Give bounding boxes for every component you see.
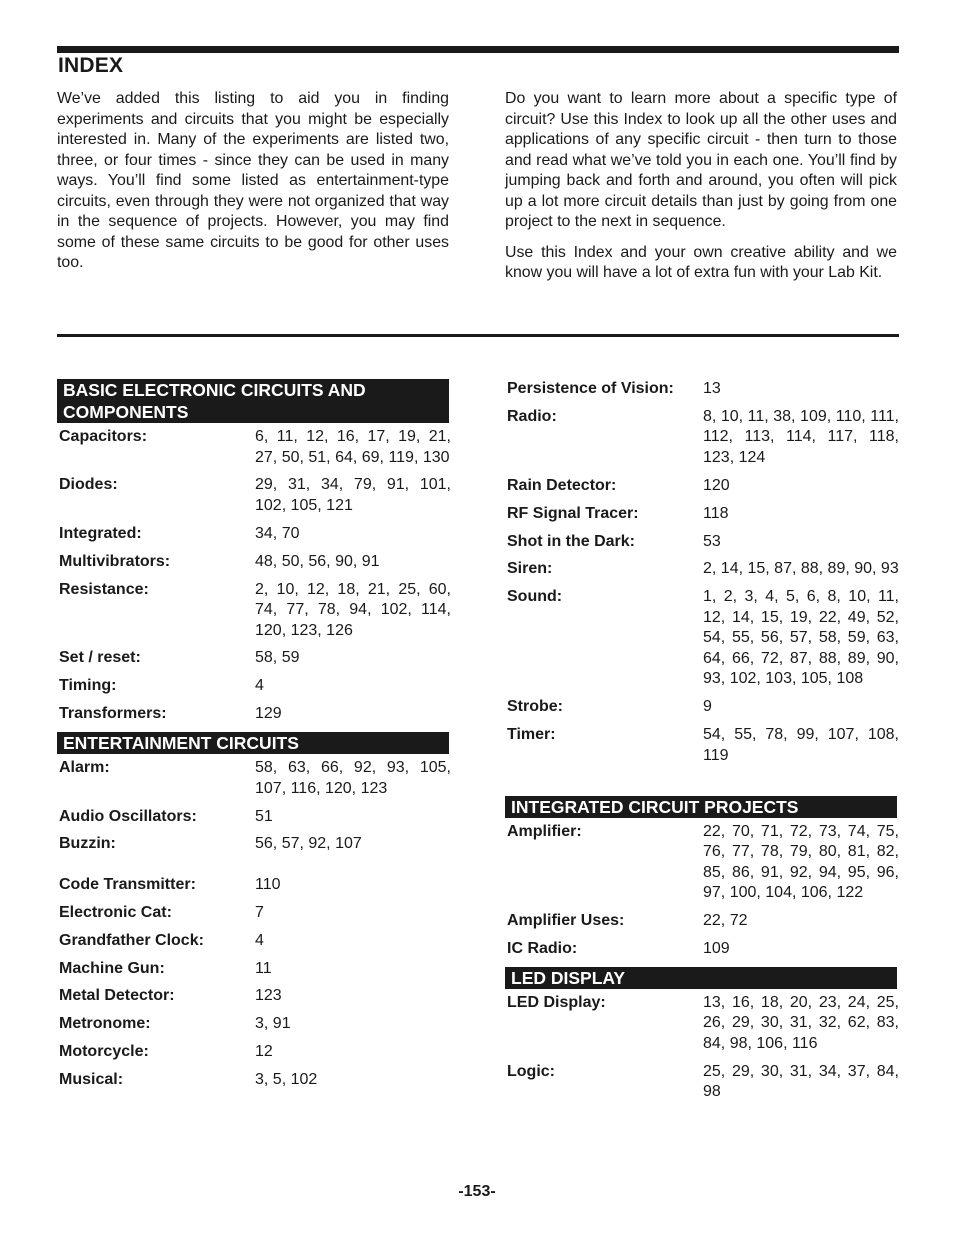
entry-pages: 56, 57, 92, 107 (255, 835, 362, 853)
index-entry (505, 476, 897, 497)
index-entry (57, 475, 449, 516)
index-entry (57, 931, 449, 952)
entry-pages: 54, 55, 78, 99, 107, 108, 119 (703, 726, 899, 764)
entry-label: Siren: (507, 560, 553, 578)
entry-pages: 58, 59 (255, 649, 300, 667)
entry-pages: 34, 70 (255, 524, 300, 542)
entry-pages: 13, 16, 18, 20, 23, 24, 25, 26, 29, 30, 31, 32, 62, 83, 84, 98, 106, 116 (703, 993, 899, 1052)
entry-pages: 120 (703, 476, 730, 494)
entry-label: Motorcycle: (59, 1043, 149, 1061)
entry-pages: 11 (255, 959, 272, 977)
entry-pages: 9 (703, 698, 712, 716)
entry-pages: 58, 63, 66, 92, 93, 105, 107, 116, 120, 123 (255, 759, 451, 797)
entry-pages: 4 (255, 677, 264, 695)
entry-label: Set / reset: (59, 649, 141, 667)
section-entertainment-continued (505, 379, 897, 766)
index-entry (505, 993, 897, 1055)
section-heading: BASIC ELECTRONIC CIRCUITS AND COMPONENTS (57, 379, 449, 423)
index-right-column (505, 379, 897, 1110)
entry-pages: 22, 72 (703, 911, 748, 929)
entry-label: Machine Gun: (59, 959, 165, 977)
page-number: -153- (458, 1183, 496, 1200)
entry-label: Shot in the Dark: (507, 532, 636, 550)
intro-right-column (505, 89, 897, 294)
entry-label: Radio: (507, 407, 557, 425)
entry-pages: 7 (255, 903, 264, 921)
entry-pages: 53 (703, 532, 721, 550)
section-divider-rule (57, 334, 899, 337)
entry-pages: 8, 10, 11, 38, 109, 110, 111, 112, 113, 114, 117, 118, 123, 124 (703, 407, 899, 466)
entry-label: Resistance: (59, 580, 149, 598)
entry-label: Metronome: (59, 1015, 151, 1033)
entry-pages: 2, 10, 12, 18, 21, 25, 60, 74, 77, 78, 94, 102, 114, 120, 123, 126 (255, 580, 451, 639)
entry-label: Electronic Cat: (59, 903, 172, 921)
entry-pages: 6, 11, 12, 16, 17, 19, 21, 27, 50, 51, 64, 69, 119, 130 (255, 428, 451, 466)
section-led-display (505, 967, 897, 1103)
section-heading: INTEGRATED CIRCUIT PROJECTS (505, 796, 897, 818)
index-entry (505, 822, 897, 904)
index-entry (57, 552, 449, 573)
entry-label: Logic: (507, 1062, 555, 1080)
entry-label: Audio Oscillators: (59, 807, 197, 825)
entry-label: Musical: (59, 1071, 124, 1089)
index-entry (505, 725, 897, 766)
index-entry (57, 676, 449, 697)
index-entry (57, 1042, 449, 1063)
entry-label: Transformers: (59, 705, 167, 723)
entry-pages: 3, 5, 102 (255, 1071, 318, 1089)
section-spacer (505, 774, 897, 796)
index-entry (57, 427, 449, 468)
entry-label: Multivibrators: (59, 552, 171, 570)
intro-paragraph: Use this Index and your own creative ability and we know you will have a lot of extra fun with your Lab Kit. (505, 243, 897, 281)
index-entry (57, 704, 449, 725)
index-entry (505, 587, 897, 690)
entry-pages: 25, 29, 30, 31, 34, 37, 84, 98 (703, 1062, 899, 1101)
entry-label: Rain Detector: (507, 476, 617, 494)
entry-pages: 22, 70, 71, 72, 73, 74, 75, 76, 77, 78, 79, 80, 81, 82, 85, 86, 91, 92, 94, 95, 96, 97, 100, 104, 106, 122 (703, 822, 899, 902)
index-entry (57, 986, 449, 1007)
entry-pages: 12 (255, 1043, 273, 1061)
index-left-column (57, 379, 449, 1098)
index-entry (505, 532, 897, 553)
entry-label: Diodes: (59, 476, 118, 494)
index-entry (57, 524, 449, 545)
index-entry (505, 911, 897, 932)
entry-label: Strobe: (507, 698, 563, 716)
index-entry (505, 407, 897, 469)
page-title: INDEX (58, 54, 124, 77)
entry-label: Amplifier Uses: (507, 911, 625, 929)
entry-label: Timing: (59, 677, 117, 695)
index-entry (505, 379, 897, 400)
entry-pages: 29, 31, 34, 79, 91, 101, 102, 105, 121 (255, 476, 451, 514)
entry-pages: 123 (255, 987, 282, 1005)
index-entry (505, 1062, 897, 1103)
entry-pages: 13 (703, 380, 721, 397)
entry-pages: 2, 14, 15, 87, 88, 89, 90, 93 (703, 560, 899, 578)
entry-label: Capacitors: (59, 428, 148, 445)
index-entry (505, 559, 897, 580)
entry-label: Buzzin: (59, 835, 116, 853)
index-entry (57, 834, 449, 855)
entry-pages: 51 (255, 807, 273, 825)
index-entry (57, 1070, 449, 1091)
entry-label: Code Transmitter: (59, 875, 196, 893)
entry-pages: 109 (703, 939, 730, 957)
index-entry (57, 959, 449, 980)
entry-label: Metal Detector: (59, 987, 175, 1005)
entry-label: RF Signal Tracer: (507, 504, 639, 522)
entry-label: Amplifier: (507, 822, 582, 840)
index-entry (57, 758, 449, 799)
intro-left-column (57, 89, 449, 284)
entry-label: Grandfather Clock: (59, 931, 204, 949)
index-entry (57, 1014, 449, 1035)
top-rule (57, 46, 899, 53)
entry-pages: 4 (255, 931, 264, 949)
entry-pages: 129 (255, 705, 282, 723)
entry-pages: 3, 91 (255, 1015, 291, 1033)
entry-label: Alarm: (59, 759, 110, 777)
entry-label: Sound: (507, 588, 563, 606)
intro-paragraph: We’ve added this listing to aid you in finding experiments and circuits that you might be especially interested in. Many of the experiments are listed two, three, or four times - since they can be used in many ways. You’ll find some listed as entertainment-type circuits, even through they were not organized that way in the sequence of projects. However, you may find some of these same circuits to be good for other uses too. (57, 90, 449, 271)
section-heading: ENTERTAINMENT CIRCUITS (57, 732, 449, 754)
section-entertainment-circuits (57, 732, 449, 1091)
intro-paragraph: Do you want to learn more about a specific type of circuit? Use this Index to look up all the other uses and applications of any specific circuit - then turn to those and read what we’ve told you in each one. You’ll find by jumping back and forth and around, you often will pick up a lot more circuit details than just by going from one project to the next in sequence. (505, 90, 897, 230)
section-heading: LED DISPLAY (505, 967, 897, 989)
index-entry (505, 939, 897, 960)
index-entry (57, 807, 449, 828)
index-entry (57, 648, 449, 669)
index-entry (505, 504, 897, 525)
section-basic-circuits (57, 379, 449, 725)
section-integrated-circuit-projects (505, 796, 897, 960)
entry-label: Integrated: (59, 524, 142, 542)
entry-pages: 110 (255, 875, 281, 893)
entry-label: Timer: (507, 726, 556, 744)
index-entry (505, 697, 897, 718)
entry-pages: 48, 50, 56, 90, 91 (255, 552, 380, 570)
entry-label: IC Radio: (507, 939, 578, 957)
entry-label: Persistence of Vision: (507, 380, 674, 397)
entry-pages: 118 (703, 504, 729, 522)
entry-label: LED Display: (507, 993, 606, 1011)
index-entry (57, 875, 449, 896)
index-entry (57, 580, 449, 642)
entry-pages: 1, 2, 3, 4, 5, 6, 8, 10, 11, 12, 14, 15, 19, 22, 49, 52, 54, 55, 56, 57, 58, 59, 63, 64, 66, 72, 87, 88, 89, 90, 93, 102, 103, 105, 108 (703, 588, 899, 688)
index-entry (57, 903, 449, 924)
